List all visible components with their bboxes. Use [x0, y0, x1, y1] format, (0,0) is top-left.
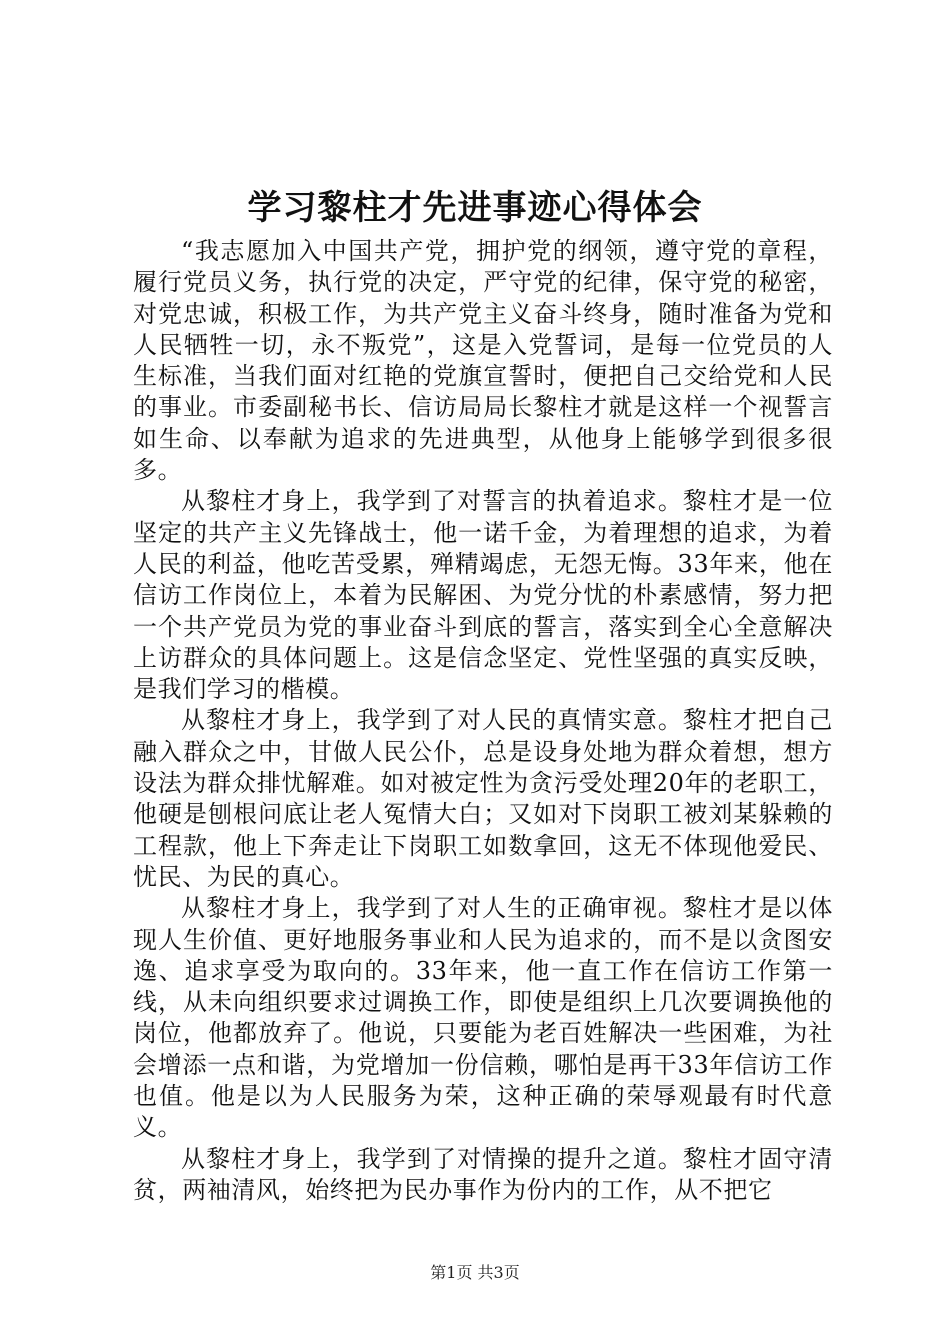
- paragraph-view-of-life: 从黎柱才身上，我学到了对人生的正确审视。黎柱才是以体现人生价值、更好地服务事业和人民为追求的，而不是以贪图安逸、追求享受为取向的。33年来，他一直工作在信访工作第一线，从未向组织要求过调换工作，即使是组织上几次要调换他的岗位，他都放弃了。他说，只要能为老百姓解决一些困难，为社会增添一点和谐，为党增加一份信赖，哪怕是再干33年信访工作也值。他是以为人民服务为荣，这种正确的荣辱观最有时代意义。: [133, 894, 833, 1142]
- paragraph-moral-integrity: 从黎柱才身上，我学到了对情操的提升之道。黎柱才固守清贫，两袖清风，始终把为民办事作为份内的工作，从不把它: [133, 1144, 833, 1204]
- document-body: [133, 236, 833, 1206]
- paragraph-oath: “我志愿加入中国共产党，拥护党的纲领，遵守党的章程，履行党员义务，执行党的决定，严守党的纪律，保守党的秘密，对党忠诚，积极工作，为共产党主义奋斗终身，随时准备为党和人民牺牲一切，永不叛党”，这是入党誓词，是每一位党员的人生标准，当我们面对红艳的党旗宣誓时，便把自己交给党和人民的事业。市委副秘书长、信访局局长黎柱才就是这样一个视誓言如生命、以奉献为追求的先进典型，从他身上能够学到很多很多。: [133, 237, 833, 485]
- paragraph-sincerity-to-people: 从黎柱才身上，我学到了对人民的真情实意。黎柱才把自己融入群众之中，甘做人民公仆，总是设身处地为群众着想，想方设法为群众排忧解难。如对被定性为贪污受处理20年的老职工，他硬是刨根问底让老人冤情大白；又如对下岗职工被刘某躲赖的工程款，他上下奔走让下岗职工如数拿回，这无不体现他爱民、忧民、为民的真心。: [133, 706, 833, 891]
- page-footer: 第1页 共3页: [430, 1263, 520, 1282]
- paragraph-pursuit-of-oath: 从黎柱才身上，我学到了对誓言的执着追求。黎柱才是一位坚定的共产主义先锋战士，他一诺千金，为着理想的追求，为着人民的利益，他吃苦受累，殚精竭虑，无怨无悔。33年来，他在信访工作岗位上，本着为民解困、为党分忧的朴素感情，努力把一个共产党员为党的事业奋斗到底的誓言，落实到全心全意解决上访群众的具体问题上。这是信念坚定、党性坚强的真实反映，是我们学习的楷模。: [133, 487, 833, 704]
- document-title: 学习黎柱才先进事迹心得体会: [247, 188, 703, 228]
